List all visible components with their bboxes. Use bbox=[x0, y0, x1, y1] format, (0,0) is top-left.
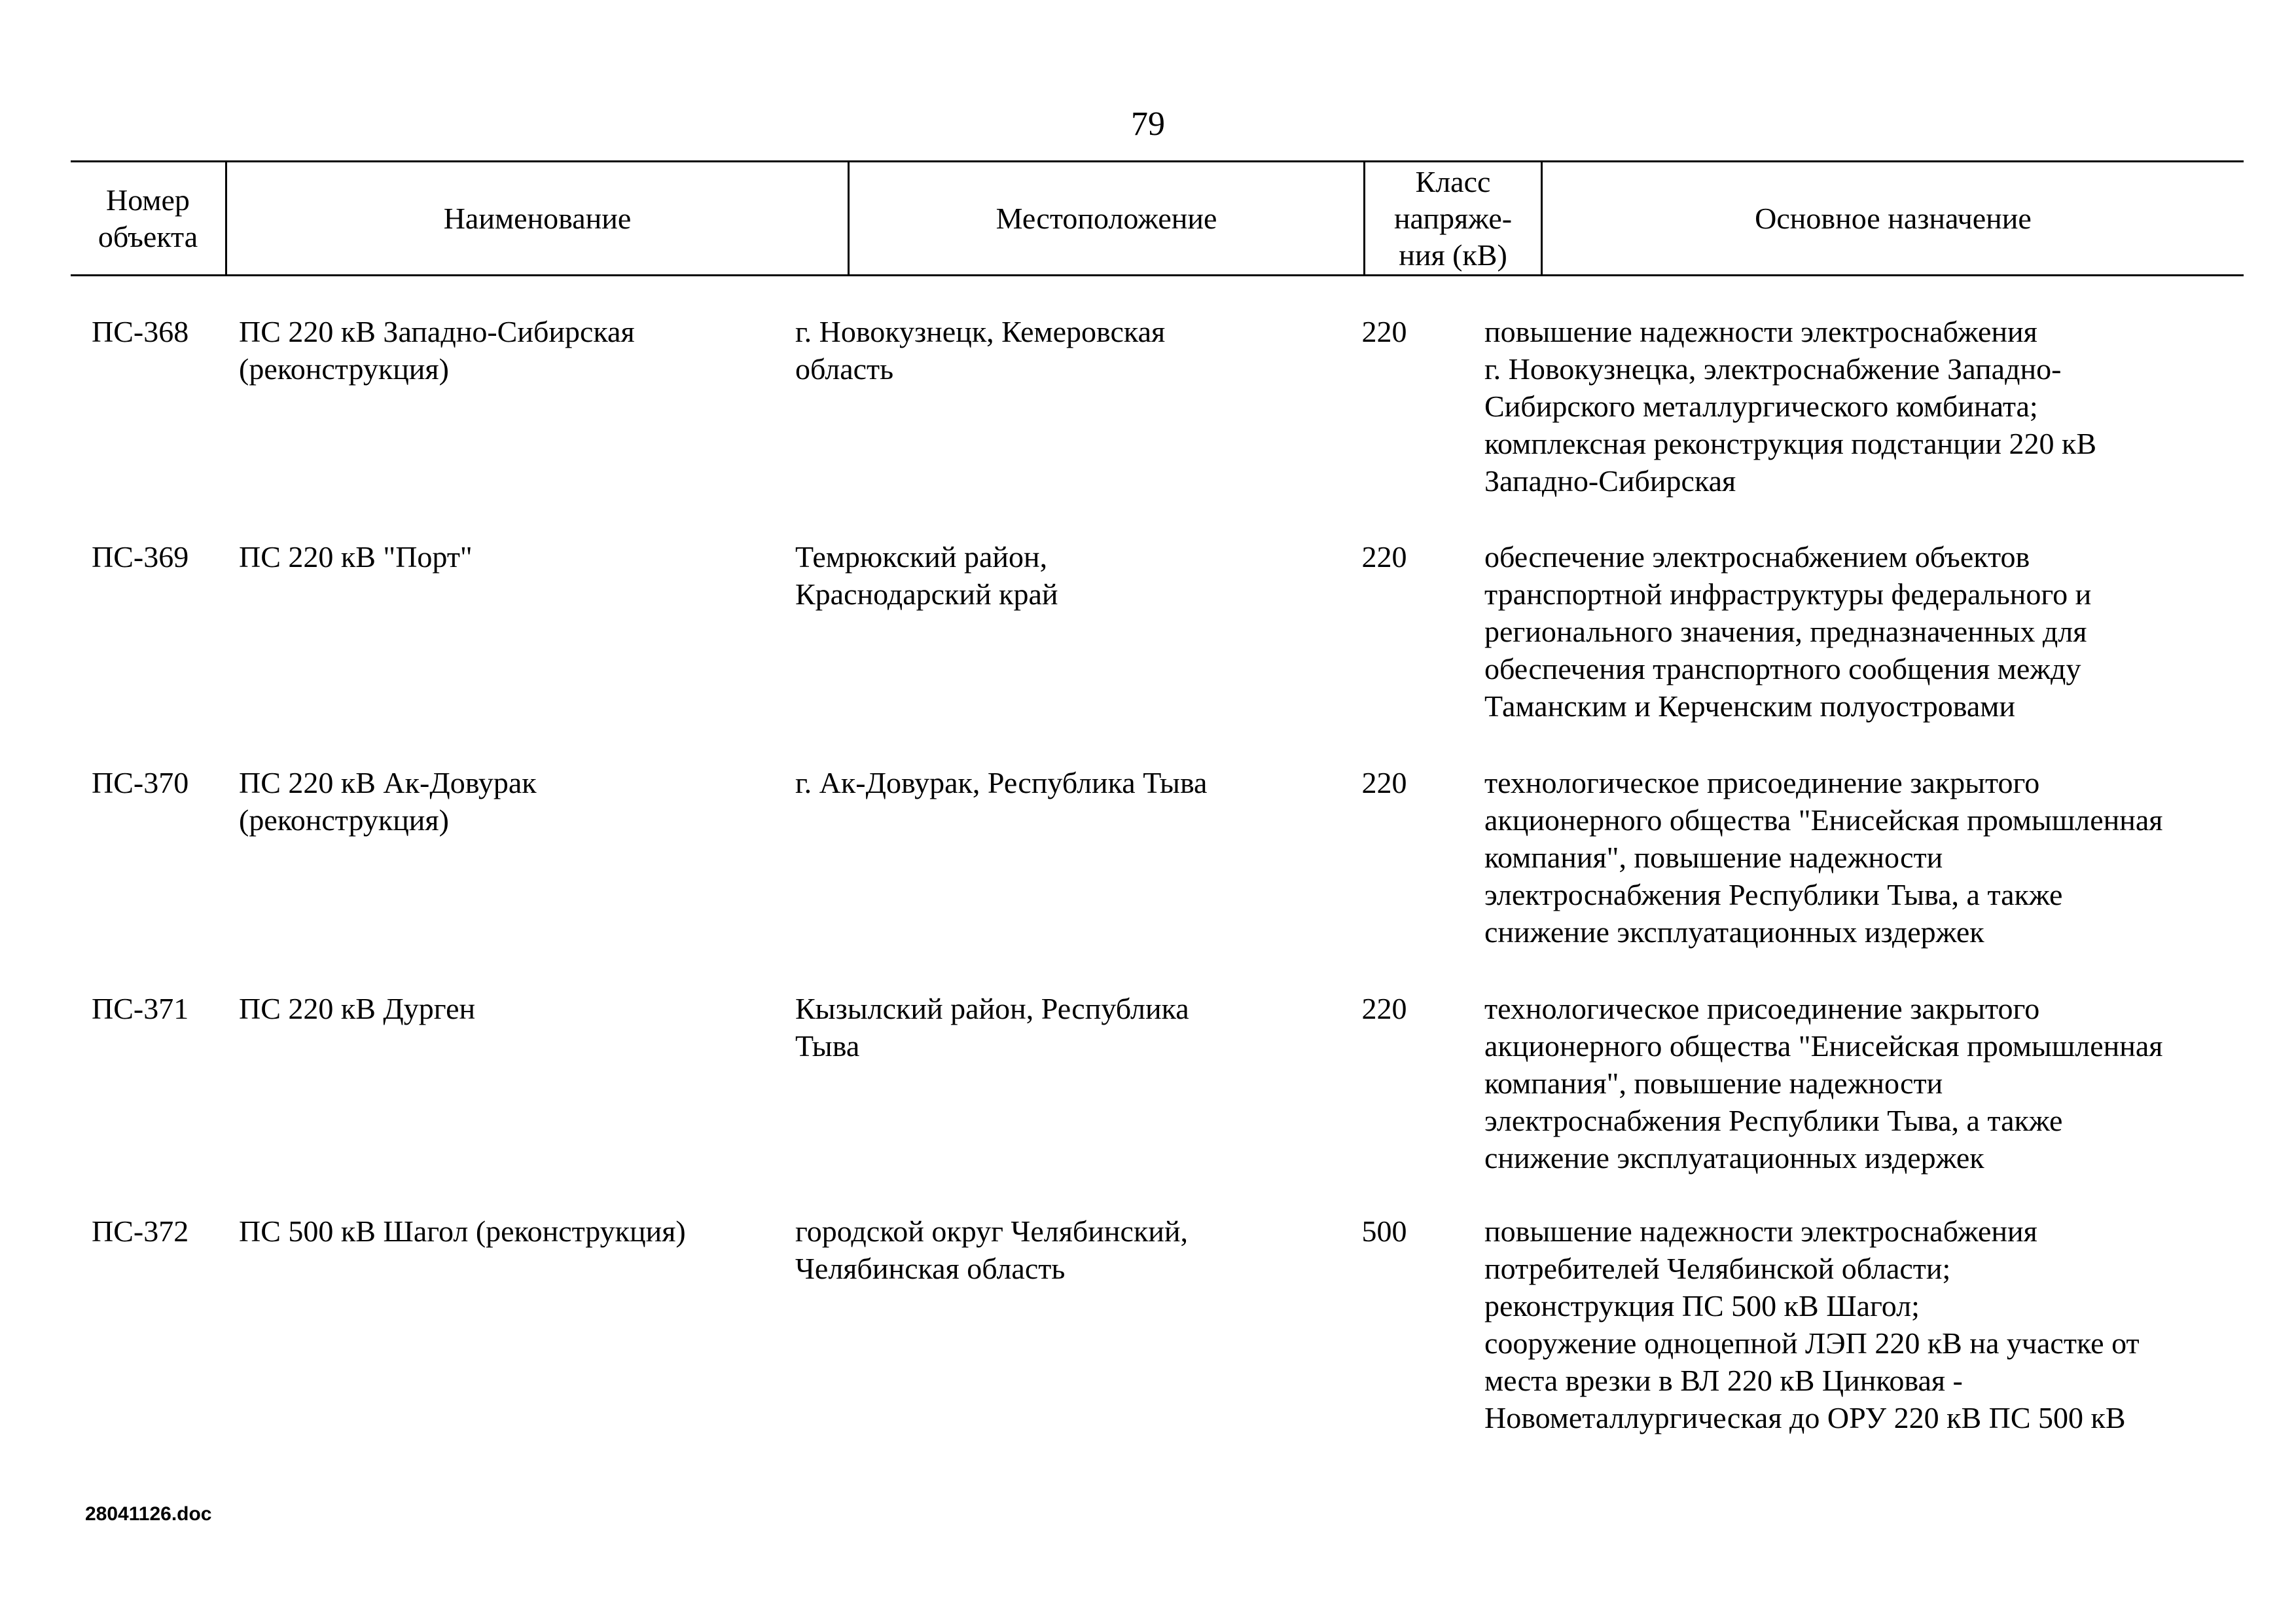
object-name: ПС 500 кВ Шагол (реконструкция) bbox=[239, 1214, 686, 1248]
voltage-class: 500 bbox=[1361, 1214, 1407, 1248]
object-purpose: повышение надежности электроснабжения г. Новокузнецка, электроснабжение Западно- Сибирского металлургического комбината; комплексная реконструкция подстанции 220 кВ Западно-Сибирская bbox=[1484, 315, 2097, 498]
page-number: 79 bbox=[1131, 105, 1165, 143]
header-name: Наименование bbox=[443, 201, 632, 235]
object-purpose: повышение надежности электроснабжения потребителей Челябинской области; реконструкция ПС 500 кВ Шагол; сооружение одноцепной ЛЭП 220 кВ на участке от места врезки в ВЛ 220 кВ Цинковая - Новометаллургическая до ОРУ 220 кВ ПС 500 кВ bbox=[1484, 1214, 2140, 1434]
object-name: ПС 220 кВ "Порт" bbox=[239, 540, 473, 574]
voltage-class: 220 bbox=[1361, 992, 1407, 1025]
object-number: ПС-371 bbox=[92, 992, 189, 1025]
object-location: Кызылский район, Республика Тыва bbox=[795, 992, 1189, 1063]
voltage-class: 220 bbox=[1361, 766, 1407, 799]
header-purpose: Основное назначение bbox=[1755, 201, 2032, 235]
object-purpose: технологическое присоединение закрытого акционерного общества "Енисейская промышленная компания", повышение надежности электроснабжения Республики Тыва, а также снижение эксплуатационных издержек bbox=[1484, 766, 2163, 949]
object-purpose: обеспечение электроснабжением объектов транспортной инфраструктуры федерального и регионального значения, предназначенных для обеспечения транспортного сообщения между Таманским и Керченским полуостровами bbox=[1484, 540, 2092, 723]
object-location: г. Ак-Довурак, Республика Тыва bbox=[795, 766, 1208, 799]
object-name: ПС 220 кВ Западно-Сибирская (реконструкция) bbox=[239, 315, 635, 386]
object-location: г. Новокузнецк, Кемеровская область bbox=[795, 315, 1166, 386]
voltage-class: 220 bbox=[1361, 540, 1407, 574]
object-location: Темрюкский район, Краснодарский край bbox=[795, 540, 1058, 611]
object-name: ПС 220 кВ Ак-Довурак (реконструкция) bbox=[239, 766, 537, 837]
object-number: ПС-369 bbox=[92, 540, 189, 574]
object-number: ПС-372 bbox=[92, 1214, 189, 1248]
voltage-class: 220 bbox=[1361, 315, 1407, 348]
object-location: городской округ Челябинский, Челябинская область bbox=[795, 1214, 1189, 1285]
table-header bbox=[71, 162, 2244, 274]
header-location: Местоположение bbox=[996, 201, 1217, 235]
footer-filename: 28041126.doc bbox=[85, 1503, 212, 1525]
table-header-bottom-rule bbox=[71, 274, 2244, 276]
object-number: ПС-370 bbox=[92, 766, 189, 799]
object-number: ПС-368 bbox=[92, 315, 189, 348]
object-purpose: технологическое присоединение закрытого акционерного общества "Енисейская промышленная компания", повышение надежности электроснабжения Республики Тыва, а также снижение эксплуатационных издержек bbox=[1484, 992, 2163, 1175]
object-name: ПС 220 кВ Дурген bbox=[239, 992, 476, 1025]
header-object-number: Номер объекта bbox=[98, 183, 198, 253]
header-voltage-class: Класс напряже- ния (кВ) bbox=[1393, 164, 1513, 272]
